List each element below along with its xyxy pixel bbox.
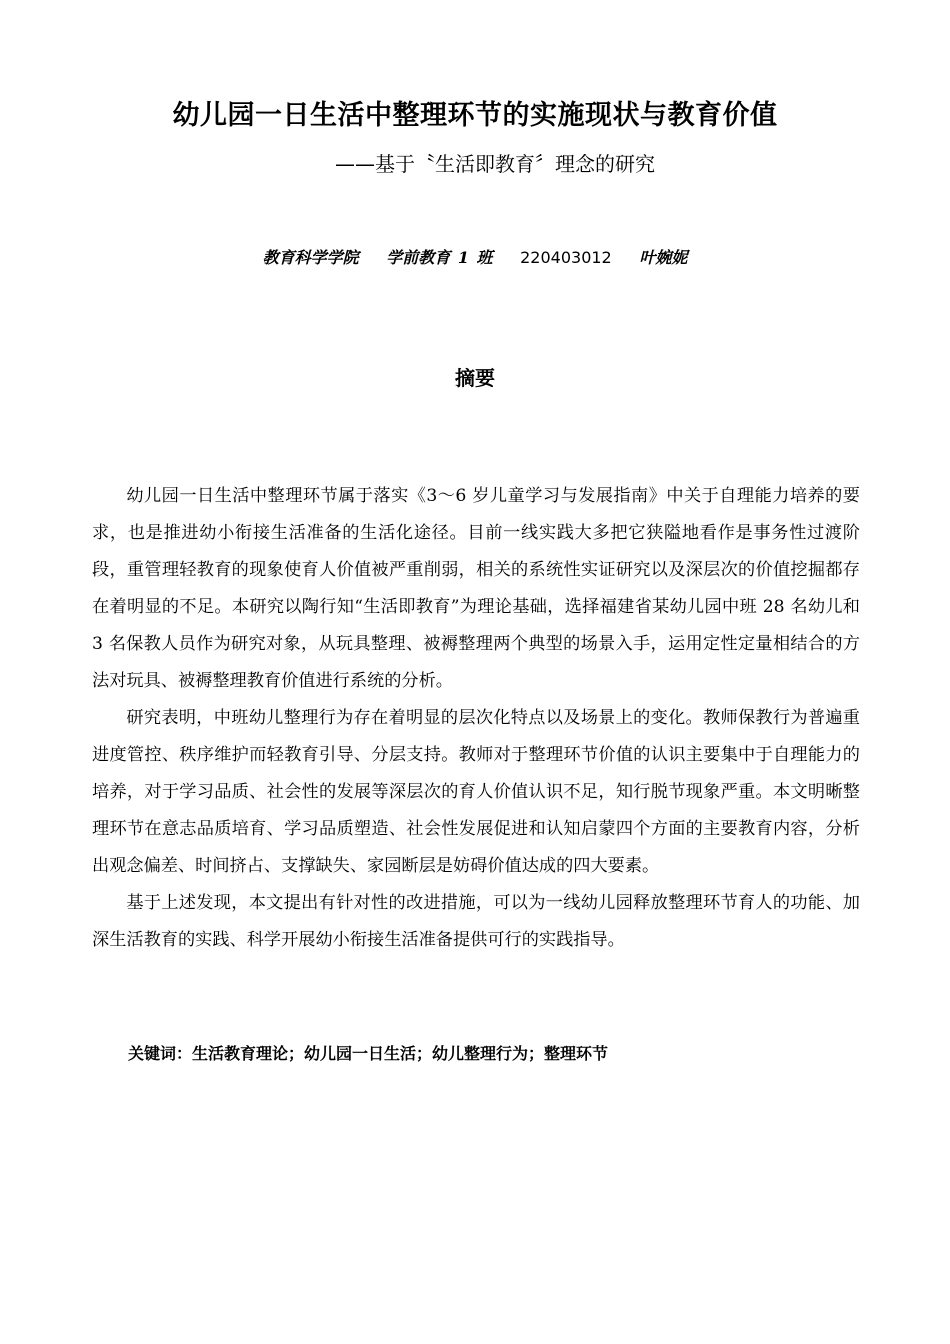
keywords: 关键词：生活教育理论；幼儿园一日生活；幼儿整理行为；整理环节 (128, 1044, 609, 1063)
author-class: 学前教育 1 班 (386, 248, 493, 267)
abstract-paragraph: 研究表明，中班幼儿整理行为存在着明显的层次化特点以及场景上的变化。教师保教行为普遍重进度管控、秩序维护而轻教育引导、分层支持。教师对于整理环节价值的认识主要集中于自理能力的培养，对于学习品质、社会性的发展等深层次的育人价值认识不足，知行脱节现象严重。本文明晰整理环节在意志品质培育、学习品质塑造、社会性发展促进和认知启蒙四个方面的主要教育内容，分析出观念偏差、时间挤占、支撑缺失、家园断层是妨碍价值达成的四大要素。 (92, 708, 860, 876)
paper-subtitle: ——基于〝生活即教育〞理念的研究 (335, 152, 655, 176)
abstract-paragraph: 基于上述发现，本文提出有针对性的改进措施，可以为一线幼儿园释放整理环节育人的功能、加深生活教育的实践、科学开展幼小衔接生活准备提供可行的实践指导。 (92, 893, 860, 950)
author-student-id: 220403012 (520, 248, 612, 267)
abstract-body (92, 478, 860, 959)
author-school: 教育科学学院 (262, 248, 359, 267)
abstract-paragraph: 幼儿园一日生活中整理环节属于落实《3～6 岁儿童学习与发展指南》中关于自理能力培养的要求，也是推进幼小衔接生活准备的生活化途径。目前一线实践大多把它狭隘地看作是事务性过渡阶段，重管理轻教育的现象使育人价值被严重削弱，相关的系统性实证研究以及深层次的价值挖掘都存在着明显的不足。本研究以陶行知“生活即教育”为理论基础，选择福建省某幼儿园中班 28 名幼儿和 3 名保教人员作为研究对象，从玩具整理、被褥整理两个典型的场景入手，运用定性定量相结合的方法对玩具、被褥整理教育价值进行系统的分析。 (92, 486, 860, 691)
abstract-heading: 摘要 (455, 366, 495, 390)
author-line (0, 246, 950, 270)
author-name: 叶婉妮 (639, 248, 688, 267)
paper-title: 幼儿园一日生活中整理环节的实施现状与教育价值 (172, 100, 778, 131)
